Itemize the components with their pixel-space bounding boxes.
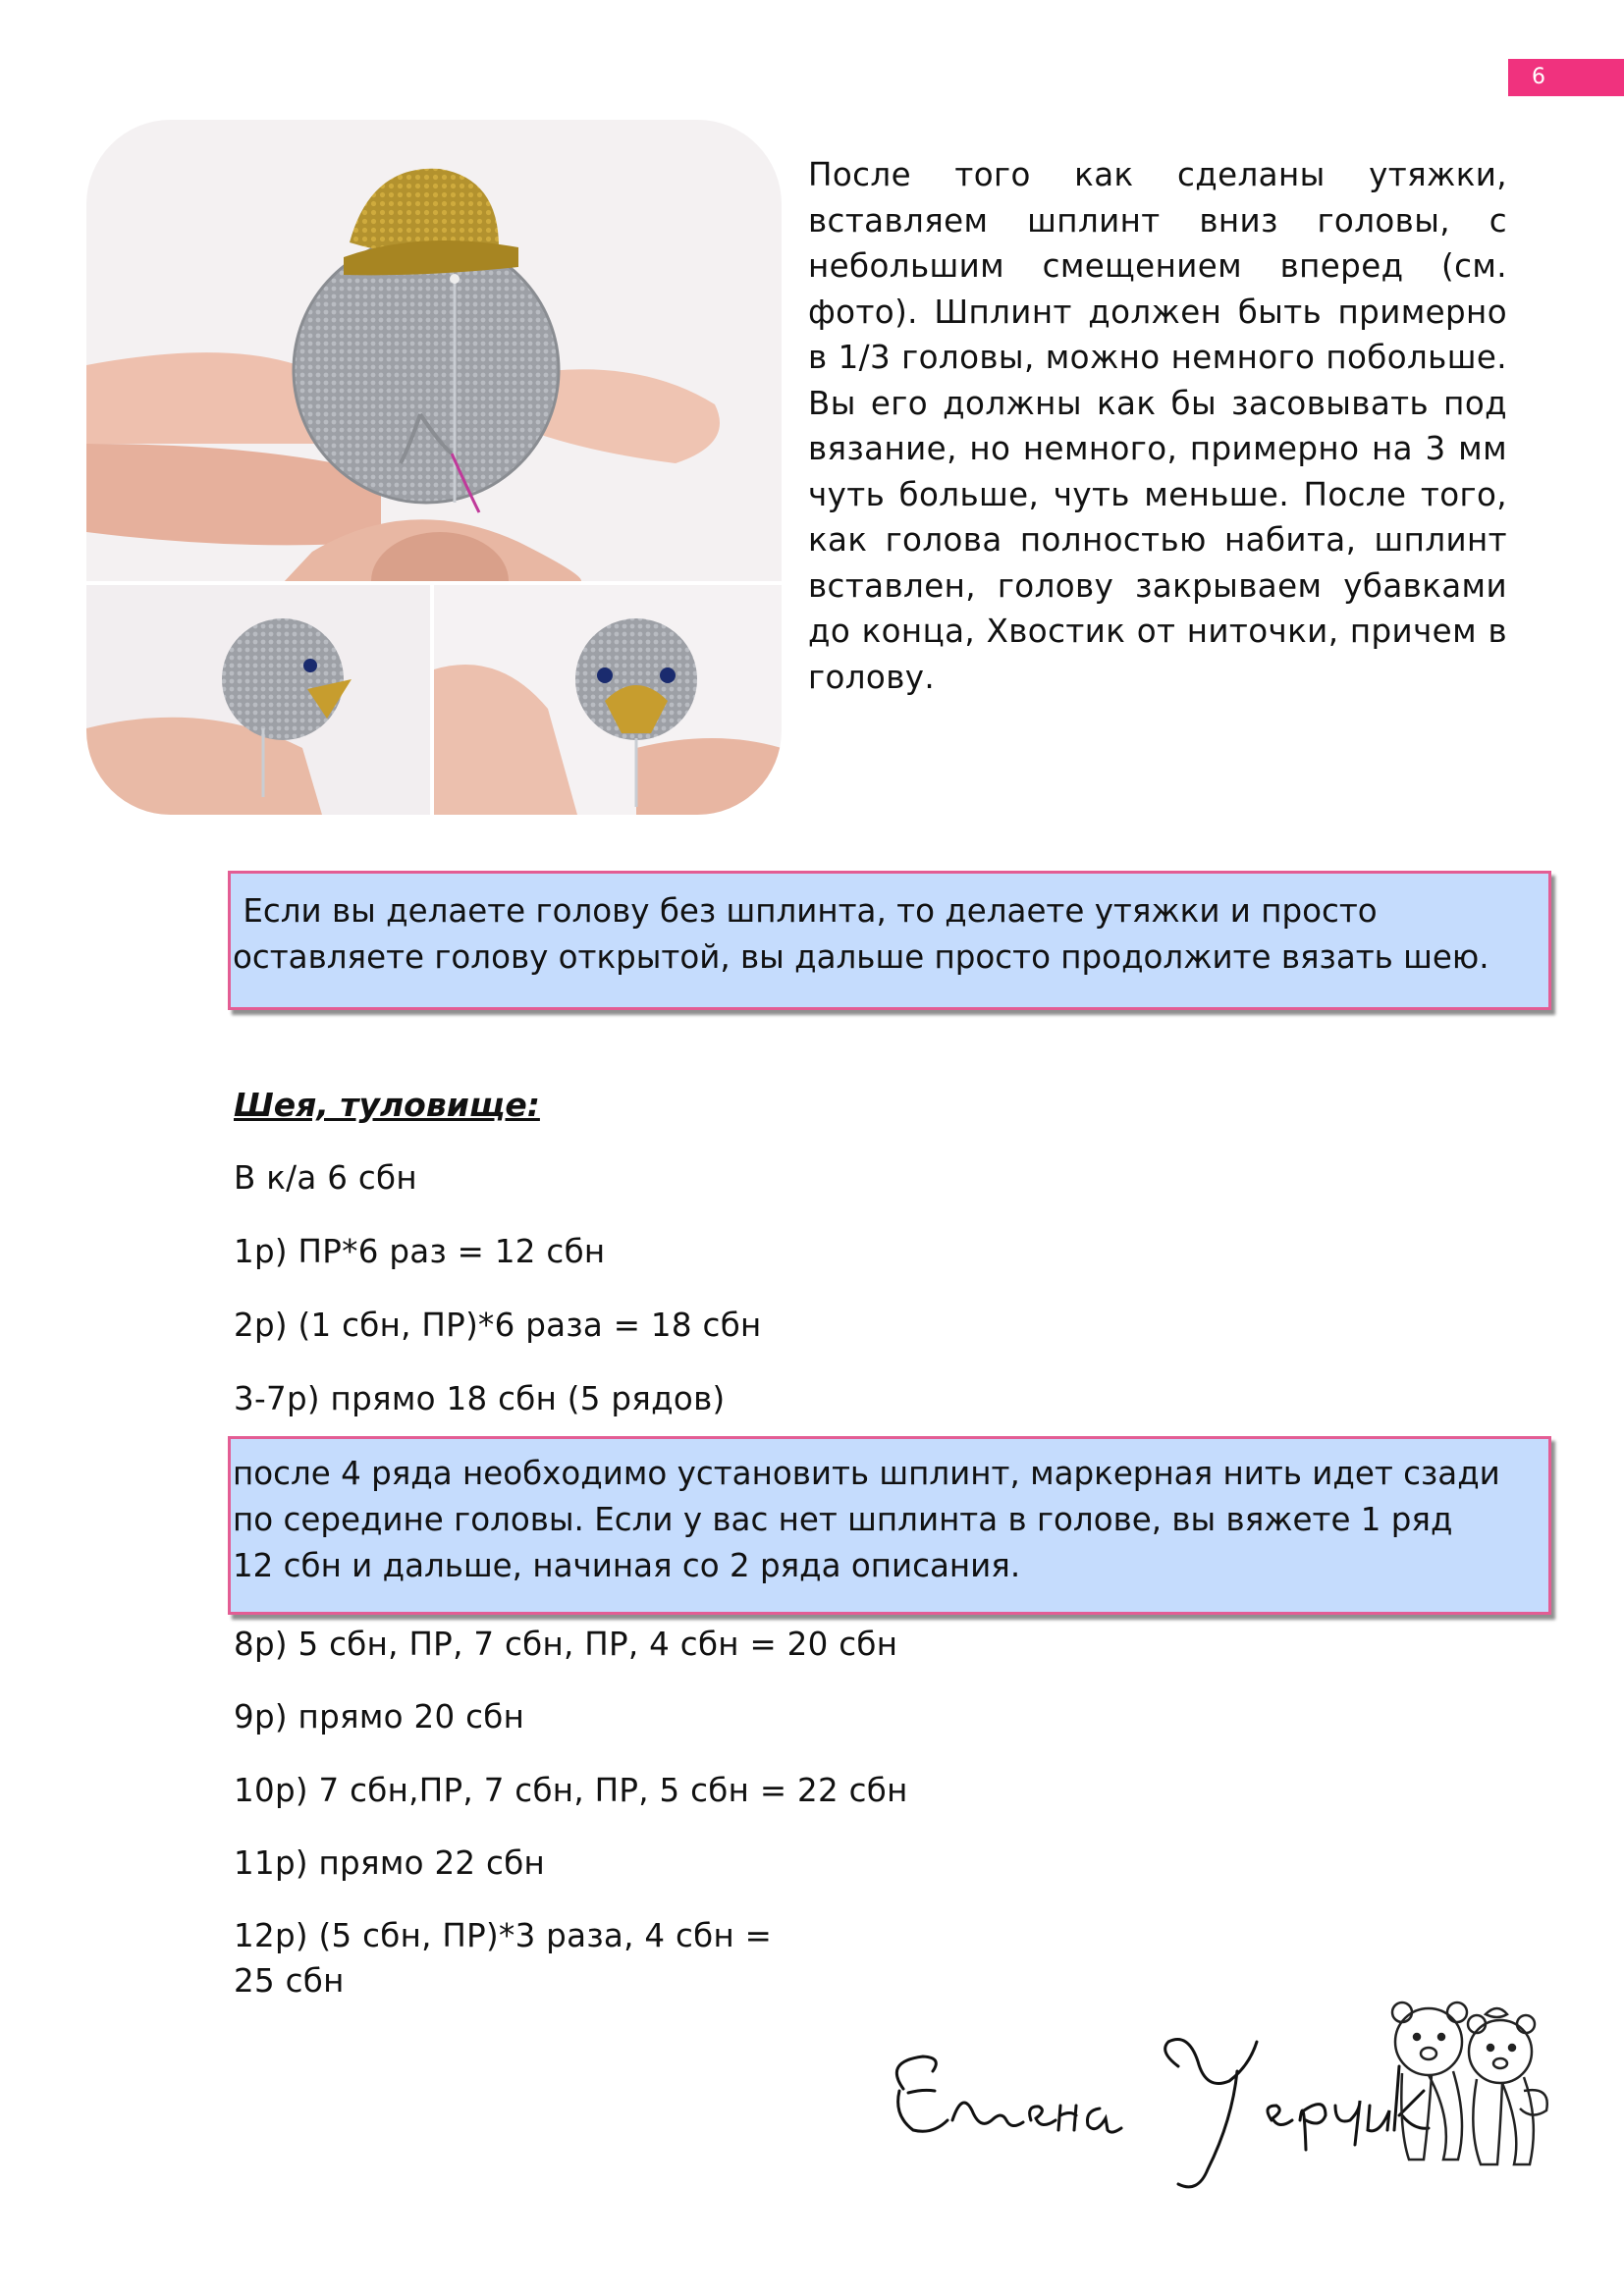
page-number-badge: 6	[1508, 59, 1624, 96]
signature-script	[896, 2040, 1429, 2187]
pattern-row: 2р) (1 сбн, ПР)*6 раза = 18 сбн	[234, 1307, 762, 1344]
pattern-row: 9р) прямо 20 сбн	[234, 1698, 525, 1735]
pattern-row: В к/а 6 сбн	[234, 1159, 417, 1197]
pattern-row: 3-7р) прямо 18 сбн (5 рядов)	[234, 1380, 726, 1417]
pattern-row: 10р) 7 сбн,ПР, 7 сбн, ПР, 5 сбн = 22 сбн	[234, 1772, 908, 1809]
crochet-bird-head-with-pin-photo	[86, 120, 782, 630]
note-pin-install	[228, 1436, 1551, 1615]
pattern-row: 8р) 5 сбн, ПР, 7 сбн, ПР, 4 сбн = 20 сбн	[234, 1626, 898, 1663]
bird-head-side-view-photo	[86, 585, 430, 815]
bird-head-front-view-photo	[434, 585, 782, 815]
photo-collage	[86, 120, 782, 815]
pattern-row: 1р) ПР*6 раз = 12 сбн	[234, 1233, 606, 1270]
pattern-row-line: 12р) (5 сбн, ПР)*3 раза, 4 сбн =	[234, 1917, 773, 1954]
note-no-pin	[228, 871, 1551, 1010]
author-signature	[864, 1973, 1571, 2199]
note-line: Если вы делаете голову без шплинта, то делаете утяжки и просто	[233, 892, 1378, 930]
note-line: после 4 ряда необходимо установить шплинт, маркерная нить идет сзади	[233, 1455, 1500, 1492]
pattern-row-line: 25 сбн	[234, 1962, 345, 2000]
teddy-bears-logo-icon	[1392, 2002, 1547, 2164]
pattern-row	[234, 1913, 772, 2003]
section-title: Шея, туловище:	[234, 1086, 540, 1124]
note-line: по середине головы. Если у вас нет шплинта в голове, вы вяжете 1 ряд	[233, 1501, 1453, 1538]
note-line: оставляете голову открытой, вы дальше просто продолжите вязать шею.	[233, 938, 1489, 976]
note-line: 12 сбн и дальше, начиная со 2 ряда описания.	[233, 1547, 1021, 1584]
pattern-row: 11р) прямо 22 сбн	[234, 1844, 546, 1882]
intro-paragraph: После того как сделаны утяжки, вставляем шплинт вниз головы, с небольшим смещением вперед (см. фото). Шплинт должен быть примерно в 1/3 головы, можно немного побольше. Вы его должны как бы засовывать под вязание, но немного, примерно на 3 мм чуть больше, чуть меньше. После того, как голова полностью набита, шплинт вставлен, голову закрываем убавками до конца, Хвостик от ниточки, причем в голову.	[808, 156, 1507, 696]
